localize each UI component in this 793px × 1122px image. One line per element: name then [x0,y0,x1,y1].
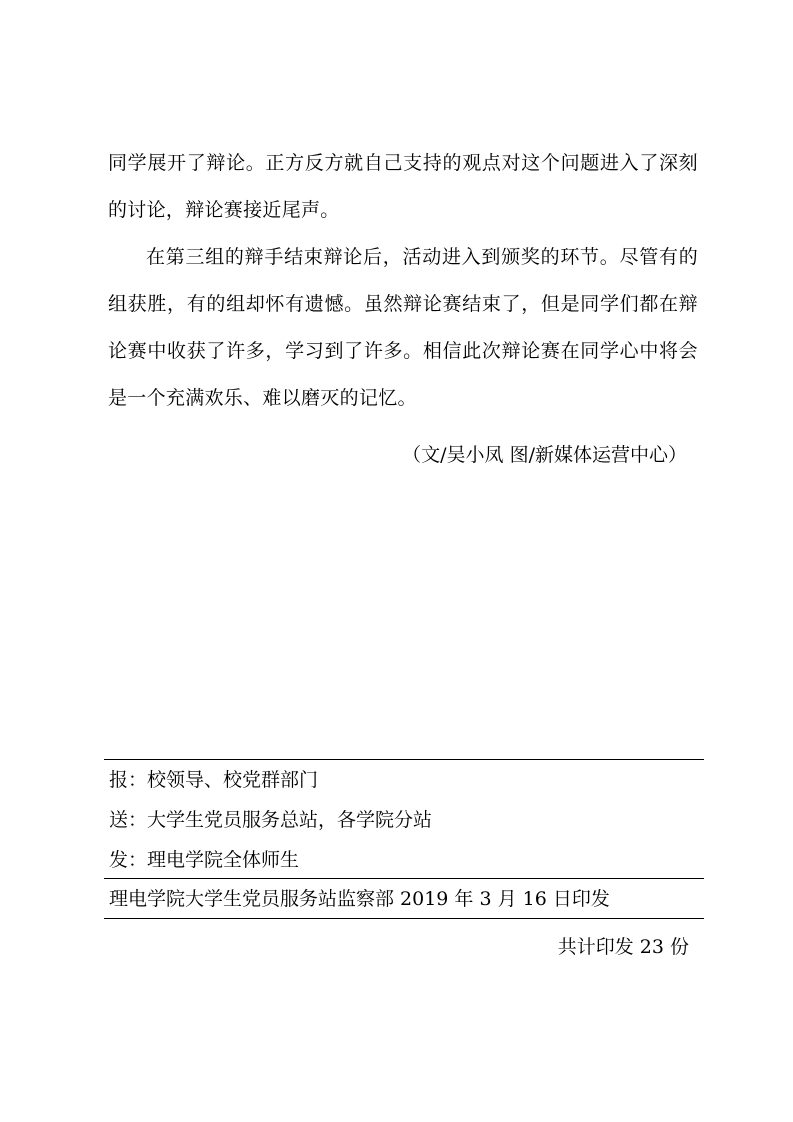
footer-bottom-rule [104,918,704,919]
send-to-line: 送：大学生党员服务总站，各学院分站 [109,809,433,831]
report-to-line: 报：校领导、校党群部门 [109,769,319,791]
issue-to-line: 发：理电学院全体师生 [109,849,300,871]
article-credit: （文/吴小凤 图/新媒体运营中心） [402,444,687,466]
article-body [108,140,698,422]
paragraph-debate-discussion: 同学展开了辩论。正方反方就自己支持的观点对这个问题进入了深刻的讨论，辩论赛接近尾声。 [108,152,698,221]
issuer-line: 理电学院大学生党员服务站监察部 2019 年 3 月 16 日印发 [109,888,610,910]
copies-count: 共计印发 23 份 [557,936,689,958]
paragraph-award-ceremony: 在第三组的辩手结束辩论后，活动进入到颁奖的环节。尽管有的组获胜，有的组却怀有遗憾。虽然辩论赛结束了，但是同学们都在辩论赛中收获了许多，学习到了许多。相信此次辩论赛在同学心中将会是一个充满欢乐、难以磨灭的记忆。 [108,246,698,409]
distribution-footer [104,759,704,919]
